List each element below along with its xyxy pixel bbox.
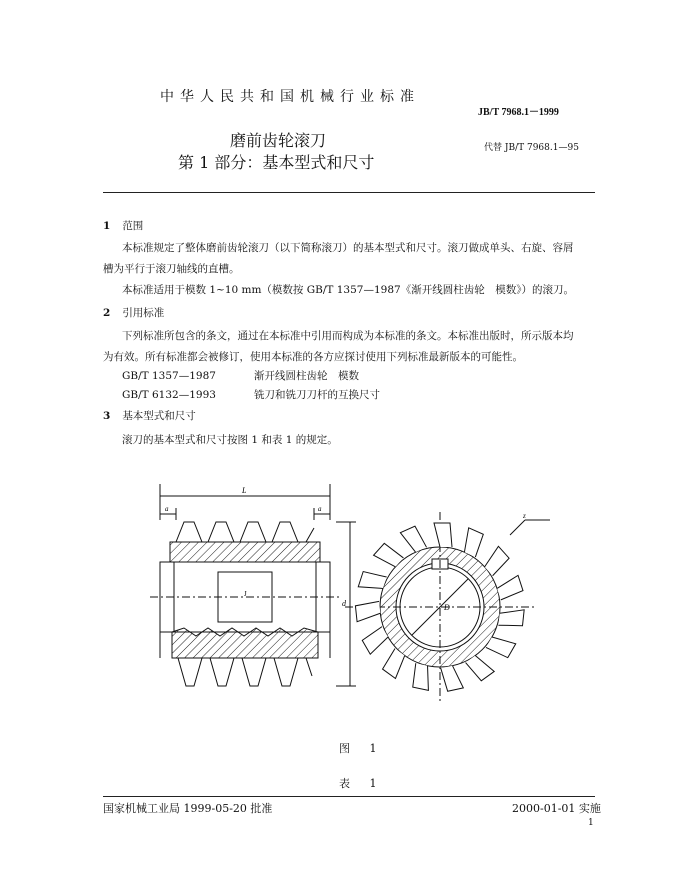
- s2-paragraph-line2: 为有效。所有标准都会被修订，使用本标准的各方应探讨使用下列标准最新版本的可能性。: [103, 351, 523, 363]
- hob-side-view: [150, 484, 356, 686]
- s1-paragraph1-line1: 本标准规定了整体磨前齿轮滚刀（以下简称滚刀）的基本型式和尺寸。滚刀做成单头、右旋、容屑: [122, 242, 574, 254]
- teeth-z-label: z: [523, 512, 526, 520]
- dim-D-label: D: [444, 603, 450, 612]
- footer-effective-date: 2000-01-01 实施: [512, 802, 601, 815]
- header-divider: [103, 192, 595, 193]
- page-number: 1: [588, 818, 594, 828]
- doc-title-line2: 第 1 部分：基本型式和尺寸: [178, 153, 375, 172]
- section-3-heading: [103, 408, 196, 423]
- section-2-title: 引用标准: [122, 307, 165, 319]
- reference-2: [122, 385, 380, 406]
- dim-a-left-label: a: [165, 505, 169, 513]
- s3-paragraph: 滚刀的基本型式和尺寸按图 1 和表 1 的规定。: [122, 434, 338, 446]
- section-1-heading: [103, 218, 143, 233]
- reference-1-name: 渐开线圆柱齿轮 模数: [254, 370, 359, 382]
- section-1-title: 范围: [122, 220, 144, 232]
- section-3-number: 3: [103, 410, 111, 422]
- reference-1-code: GB/T 1357—1987: [122, 370, 216, 382]
- s2-paragraph-line1: 下列标准所包含的条文，通过在本标准中引用而构成为本标准的条文。本标准出版时，所示版本均: [122, 330, 574, 342]
- table-caption: 表 1: [339, 777, 385, 790]
- s1-paragraph2: 本标准适用于模数 1~10 mm（模数按 GB/T 1357—1987《渐开线圆柱齿轮 模数》）的滚刀。: [122, 284, 574, 296]
- doc-title-line1: 磨前齿轮滚刀: [230, 131, 327, 150]
- dim-a-right-label: a: [318, 505, 322, 513]
- replaces-note: 代替 JB/T 7968.1—95: [484, 143, 579, 153]
- standard-code: JB/T 7968.1－1999: [478, 107, 559, 118]
- section-1-number: 1: [103, 220, 111, 232]
- footer-divider: [103, 796, 595, 797]
- section-2-number: 2: [103, 307, 111, 319]
- footer-issuer: 国家机械工业局 1999-05-20 批准: [103, 802, 273, 815]
- reference-1: [122, 366, 359, 387]
- dim-d-label: d: [342, 599, 346, 608]
- standard-title: 中华人民共和国机械行业标准: [160, 89, 420, 105]
- reference-2-code: GB/T 6132—1993: [122, 389, 216, 401]
- reference-2-name: 铣刀和铣刀刀杆的互换尺寸: [254, 389, 380, 401]
- section-2-heading: [103, 305, 164, 320]
- section-3-title: 基本型式和尺寸: [122, 410, 196, 422]
- figure-caption: 图 1: [339, 742, 385, 755]
- dim-L-label: L: [242, 486, 247, 495]
- center-mark-label: J: [244, 590, 247, 598]
- figure-1-hob-drawing: [150, 480, 570, 720]
- s1-paragraph1-line2: 槽为平行于滚刀轴线的直槽。: [103, 263, 240, 275]
